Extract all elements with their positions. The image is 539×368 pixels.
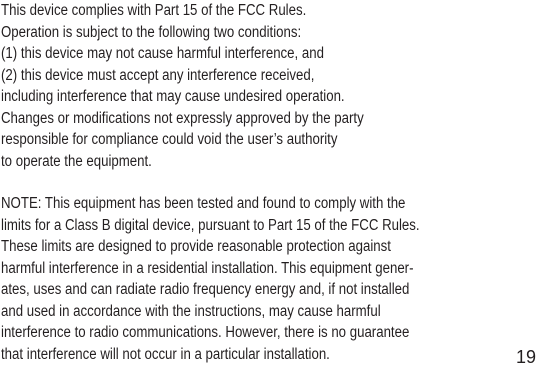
text-line: This device complies with Part 15 of the FCC Rules. <box>1 2 307 19</box>
text-line: and used in accordance with the instructions, may cause harmful <box>1 302 381 320</box>
text-line: interference to radio communications. However, there is no guarantee <box>1 324 410 341</box>
text-line: including interference that may cause undesired operation. <box>1 88 345 105</box>
text-line: Operation is subject to the following two conditions: <box>1 23 302 41</box>
text-line: ates, uses and can radiate radio frequency energy and, if not installed <box>1 281 410 298</box>
fcc-compliance-paragraph <box>1 0 423 172</box>
text-line: that interference will not occur in a particular installation. <box>1 345 330 363</box>
text-line: limits for a Class B digital device, pursuant to Part 15 of the FCC Rules. <box>1 216 420 234</box>
fcc-note-paragraph <box>1 193 488 365</box>
text-line: responsible for compliance could void the user’s authority <box>1 131 338 148</box>
text-line: harmful interference in a residential installation. This equipment gener- <box>1 259 414 277</box>
text-line: to operate the equipment. <box>1 152 152 170</box>
text-line: These limits are designed to provide reasonable protection against <box>1 238 391 255</box>
text-line: NOTE: This equipment has been tested and found to comply with the <box>1 195 406 212</box>
text-line: Changes or modifications not expressly approved by the party <box>1 109 364 127</box>
text-line: (1) this device may not cause harmful interference, and <box>1 45 324 62</box>
page-number: 19 <box>515 347 536 367</box>
text-line: (2) this device must accept any interference received, <box>1 66 315 84</box>
